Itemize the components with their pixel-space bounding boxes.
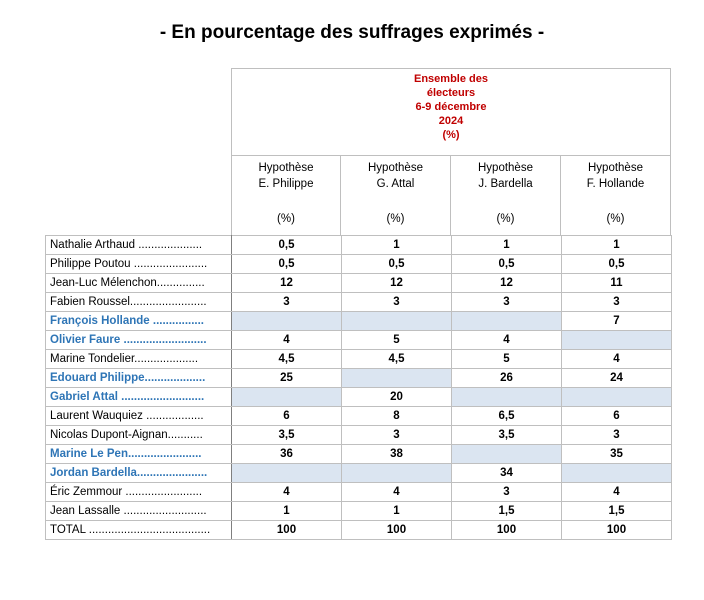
empty-cell: [562, 331, 672, 350]
column-header-line2: F. Hollande: [586, 178, 645, 190]
table-row: [46, 445, 672, 464]
score-cell: 26: [452, 369, 562, 388]
score-cell: 1: [232, 502, 342, 521]
candidate-name: Laurent Wauquiez ..................: [46, 407, 232, 426]
table-row: [46, 274, 672, 293]
column-header-unit: (%): [277, 213, 295, 225]
score-cell: 4,5: [232, 350, 342, 369]
score-cell: 3: [232, 293, 342, 312]
score-cell: 4: [452, 331, 562, 350]
score-cell: 0,5: [452, 255, 562, 274]
empty-cell: [452, 445, 562, 464]
table-row: [46, 293, 672, 312]
empty-cell: [232, 464, 342, 483]
score-cell: 3: [342, 426, 452, 445]
score-cell: 20: [342, 388, 452, 407]
candidate-name: Jordan Bardella......................: [46, 464, 232, 483]
header-line: 6-9 décembre: [415, 101, 487, 113]
score-cell: 7: [562, 312, 672, 331]
empty-cell: [232, 312, 342, 331]
score-cell: 12: [452, 274, 562, 293]
score-cell: 0,5: [342, 255, 452, 274]
column-header-attal: [341, 155, 451, 236]
candidate-name: Jean-Luc Mélenchon...............: [46, 274, 232, 293]
candidate-name: Fabien Roussel........................: [46, 293, 232, 312]
score-cell: 100: [342, 521, 452, 540]
score-cell: 4: [562, 483, 672, 502]
score-cell: 4: [232, 331, 342, 350]
column-header-line2: E. Philippe: [258, 178, 314, 190]
candidate-name: Edouard Philippe...................: [46, 369, 232, 388]
column-header-line1: Hypothèse: [478, 162, 533, 174]
column-header-philippe: [231, 155, 341, 236]
candidate-name: Nicolas Dupont-Aignan...........: [46, 426, 232, 445]
score-cell: 3: [452, 483, 562, 502]
table-row: [46, 521, 672, 540]
score-cell: 1,5: [562, 502, 672, 521]
column-header-line2: J. Bardella: [478, 178, 533, 190]
table-row: [46, 464, 672, 483]
column-header-line2: G. Attal: [376, 178, 415, 190]
header-line: (%): [442, 129, 460, 141]
score-cell: 3: [562, 426, 672, 445]
score-cell: 3,5: [232, 426, 342, 445]
score-cell: 1: [342, 236, 452, 255]
empty-cell: [342, 464, 452, 483]
candidate-name: Philippe Poutou .......................: [46, 255, 232, 274]
column-header-unit: (%): [606, 213, 625, 225]
table-row: [46, 483, 672, 502]
table-row: [46, 236, 672, 255]
column-header-bardella: [451, 155, 561, 236]
score-cell: 25: [232, 369, 342, 388]
table-row: [46, 312, 672, 331]
header-electorate: [231, 68, 671, 156]
column-header-unit: (%): [386, 213, 405, 225]
empty-cell: [342, 312, 452, 331]
candidate-name: Olivier Faure ..........................: [46, 331, 232, 350]
score-cell: 100: [232, 521, 342, 540]
page-title: - En pourcentage des suffrages exprimés -: [159, 22, 545, 43]
score-cell: 34: [452, 464, 562, 483]
score-cell: 6: [232, 407, 342, 426]
score-cell: 3: [452, 293, 562, 312]
score-cell: 24: [562, 369, 672, 388]
score-cell: 1: [562, 236, 672, 255]
score-cell: 4: [342, 483, 452, 502]
candidate-name: François Hollande ................: [46, 312, 232, 331]
column-header-hollande: [561, 155, 671, 236]
score-cell: 8: [342, 407, 452, 426]
candidate-name: Marine Tondelier....................: [46, 350, 232, 369]
column-header-line1: Hypothèse: [588, 162, 643, 174]
table-row: [46, 388, 672, 407]
empty-cell: [342, 369, 452, 388]
candidate-name: Éric Zemmour ........................: [46, 483, 232, 502]
empty-cell: [452, 312, 562, 331]
score-cell: 35: [562, 445, 672, 464]
score-cell: 100: [562, 521, 672, 540]
empty-cell: [232, 388, 342, 407]
results-table: [45, 235, 672, 540]
table-row: [46, 350, 672, 369]
score-cell: 4: [562, 350, 672, 369]
score-cell: 11: [562, 274, 672, 293]
candidate-name: Nathalie Arthaud ....................: [46, 236, 232, 255]
table-row: [46, 502, 672, 521]
empty-cell: [562, 388, 672, 407]
score-cell: 6,5: [452, 407, 562, 426]
score-cell: 6: [562, 407, 672, 426]
empty-cell: [562, 464, 672, 483]
score-cell: 100: [452, 521, 562, 540]
score-cell: 0,5: [232, 236, 342, 255]
table-row: [46, 369, 672, 388]
candidate-name: Gabriel Attal ..........................: [46, 388, 232, 407]
score-cell: 5: [342, 331, 452, 350]
column-header-line1: Hypothèse: [368, 162, 423, 174]
column-header-line1: Hypothèse: [258, 162, 314, 174]
table-row: [46, 426, 672, 445]
score-cell: 4,5: [342, 350, 452, 369]
score-cell: 4: [232, 483, 342, 502]
score-cell: 0,5: [232, 255, 342, 274]
score-cell: 36: [232, 445, 342, 464]
candidate-name: TOTAL ......................................: [46, 521, 232, 540]
score-cell: 1: [342, 502, 452, 521]
empty-cell: [452, 388, 562, 407]
score-cell: 5: [452, 350, 562, 369]
table-row: [46, 331, 672, 350]
score-cell: 0,5: [562, 255, 672, 274]
score-cell: 12: [342, 274, 452, 293]
score-cell: 38: [342, 445, 452, 464]
header-line: électeurs: [426, 87, 476, 99]
score-cell: 3: [342, 293, 452, 312]
score-cell: 3,5: [452, 426, 562, 445]
score-cell: 3: [562, 293, 672, 312]
column-header-unit: (%): [496, 213, 515, 225]
candidate-name: Marine Le Pen.......................: [46, 445, 232, 464]
score-cell: 1: [452, 236, 562, 255]
table-row: [46, 255, 672, 274]
header-line: Ensemble des: [414, 73, 488, 85]
candidate-name: Jean Lassalle ..........................: [46, 502, 232, 521]
column-headers: [231, 155, 671, 236]
header-line: 2024: [438, 115, 464, 127]
table-row: [46, 407, 672, 426]
score-cell: 12: [232, 274, 342, 293]
score-cell: 1,5: [452, 502, 562, 521]
